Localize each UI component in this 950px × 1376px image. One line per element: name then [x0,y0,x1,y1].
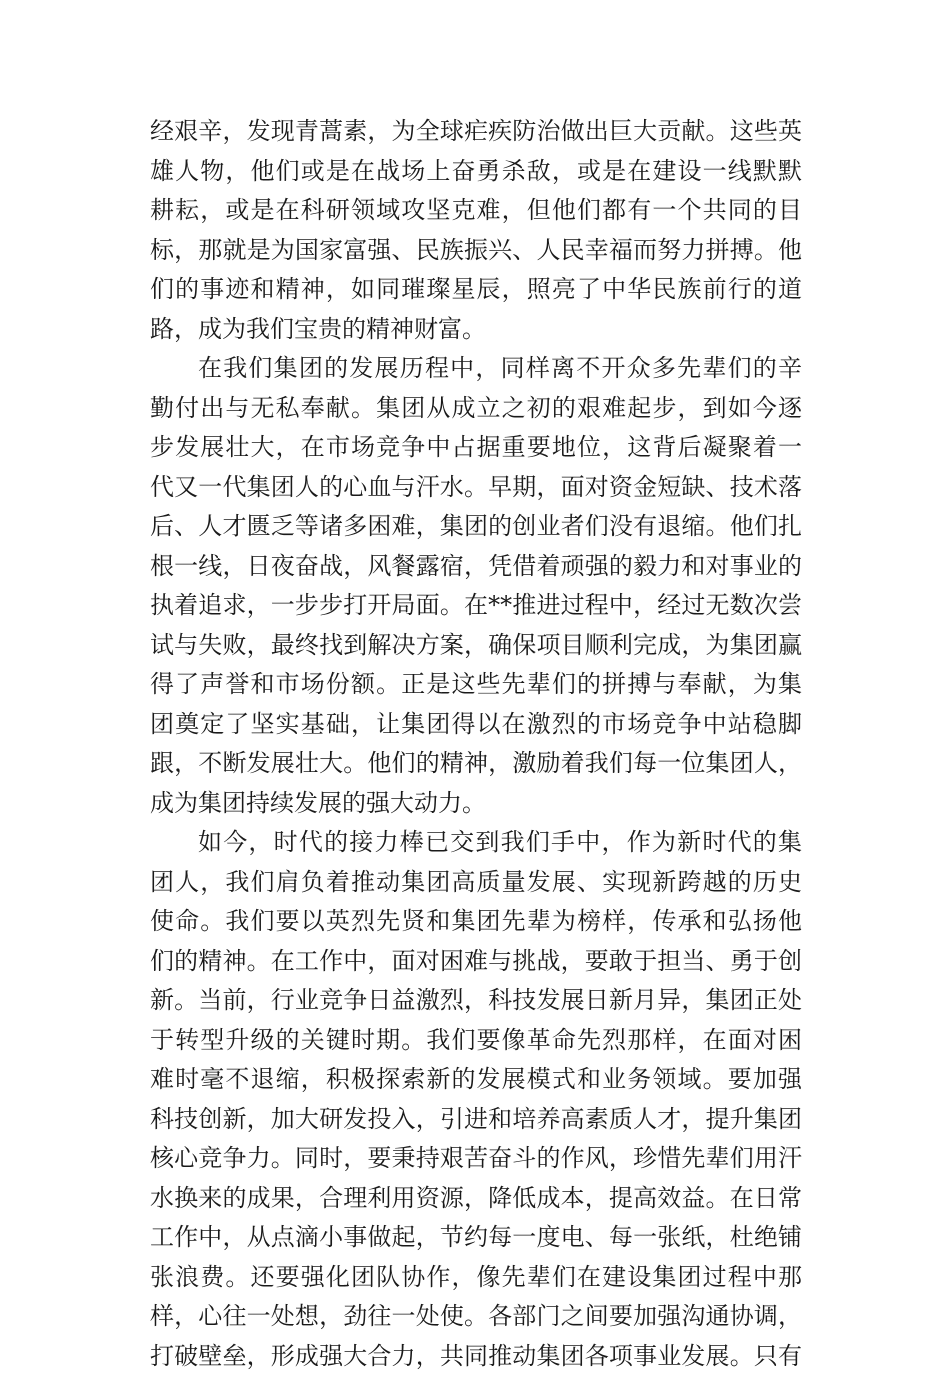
text-line: 跟，不断发展壮大。他们的精神，激励着我们每一位集团人， [150,744,802,784]
text-line: 水换来的成果，合理利用资源，降低成本，提高效益。在日常 [150,1179,802,1219]
text-line: 路，成为我们宝贵的精神财富。 [150,310,802,350]
text-line: 步发展壮大，在市场竞争中占据重要地位，这背后凝聚着一 [150,428,802,468]
text-line: 试与失败，最终找到解决方案，确保项目顺利完成，为集团赢 [150,626,802,666]
text-line: 代又一代集团人的心血与汗水。早期，面对资金短缺、技术落 [150,468,802,508]
text-line: 得了声誉和市场份额。正是这些先辈们的拼搏与奉献，为集 [150,665,802,705]
text-line: 张浪费。还要强化团队协作，像先辈们在建设集团过程中那 [150,1258,802,1298]
text-line: 成为集团持续发展的强大动力。 [150,784,802,824]
text-line: 经艰辛，发现青蒿素，为全球疟疾防治做出巨大贡献。这些英 [150,112,802,152]
body-text [150,112,802,1376]
text-line: 团人，我们肩负着推动集团高质量发展、实现新跨越的历史 [150,863,802,903]
text-line: 使命。我们要以英烈先贤和集团先辈为榜样，传承和弘扬他 [150,902,802,942]
text-line: 后、人才匮乏等诸多困难，集团的创业者们没有退缩。他们扎 [150,507,802,547]
text-line: 根一线，日夜奋战，风餐露宿，凭借着顽强的毅力和对事业的 [150,547,802,587]
text-line: 核心竞争力。同时，要秉持艰苦奋斗的作风，珍惜先辈们用汗 [150,1139,802,1179]
text-line: 新。当前，行业竞争日益激烈，科技发展日新月异，集团正处 [150,981,802,1021]
text-line: 们的事迹和精神，如同璀璨星辰，照亮了中华民族前行的道 [150,270,802,310]
text-line: 耕耘，或是在科研领域攻坚克难，但他们都有一个共同的目 [150,191,802,231]
paragraph-first-line: 如今，时代的接力棒已交到我们手中，作为新时代的集 [150,823,802,863]
text-line: 团奠定了坚实基础，让集团得以在激烈的市场竞争中站稳脚 [150,705,802,745]
text-line: 们的精神。在工作中，面对困难与挑战，要敢于担当、勇于创 [150,942,802,982]
text-line: 勤付出与无私奉献。集团从成立之初的艰难起步，到如今逐 [150,389,802,429]
text-line: 雄人物，他们或是在战场上奋勇杀敌，或是在建设一线默默 [150,152,802,192]
text-line: 标，那就是为国家富强、民族振兴、人民幸福而努力拼搏。他 [150,231,802,271]
text-line: 科技创新，加大研发投入，引进和培养高素质人才，提升集团 [150,1100,802,1140]
paragraph-first-line: 在我们集团的发展历程中，同样离不开众多先辈们的辛 [150,349,802,389]
text-line: 于转型升级的关键时期。我们要像革命先烈那样，在面对困 [150,1021,802,1061]
text-line: 工作中，从点滴小事做起，节约每一度电、每一张纸，杜绝铺 [150,1218,802,1258]
text-line: 执着追求，一步步打开局面。在**推进过程中，经过无数次尝 [150,586,802,626]
text-line: 打破壁垒，形成强大合力，共同推动集团各项事业发展。只有 [150,1337,802,1376]
text-line: 难时毫不退缩，积极探索新的发展模式和业务领域。要加强 [150,1060,802,1100]
text-line: 样，心往一处想，劲往一处使。各部门之间要加强沟通协调， [150,1297,802,1337]
